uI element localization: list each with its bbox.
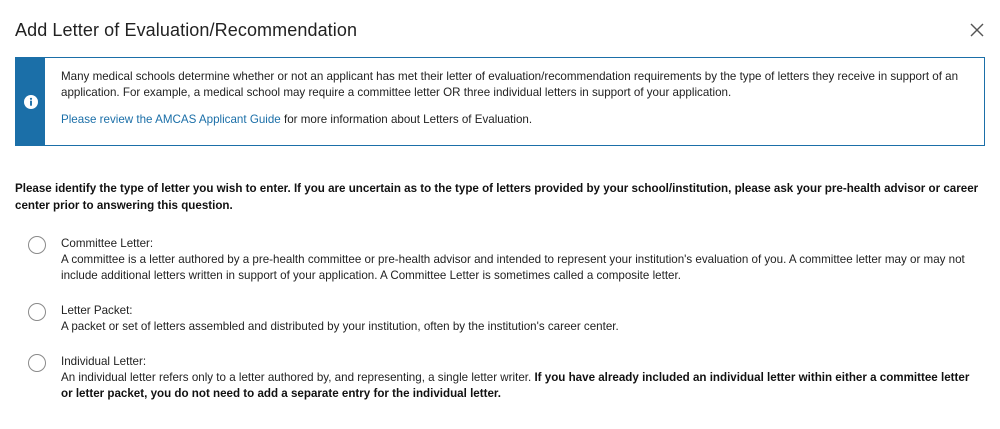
applicant-guide-link[interactable]: Please review the AMCAS Applicant Guide	[61, 113, 281, 126]
modal-title: Add Letter of Evaluation/Recommendation	[15, 20, 358, 40]
close-button[interactable]	[965, 18, 989, 42]
option-description-text: An individual letter refers only to a letter authored by, and representing, a single letter writer.	[61, 371, 535, 384]
option-text	[61, 236, 983, 284]
option-description: A packet or set of letters assembled and distributed by your institution, often by the institution's career center.	[61, 320, 619, 333]
letter-type-question: Please identify the type of letter you wish to enter. If you are uncertain as to the type of letters provided by your school/institution, please ask your pre-health advisor or career center prior to answering this question.	[15, 182, 979, 212]
info-stripe	[16, 58, 45, 145]
option-committee-letter[interactable]	[28, 236, 983, 284]
option-text	[61, 354, 983, 402]
option-individual-letter[interactable]	[28, 354, 983, 402]
option-label: Letter Packet:	[61, 304, 133, 317]
info-link-line	[61, 112, 984, 128]
close-icon	[965, 18, 989, 42]
option-label: Individual Letter:	[61, 355, 147, 368]
committee-letter-radio[interactable]	[28, 236, 46, 254]
info-body	[45, 58, 984, 145]
info-icon	[24, 95, 38, 109]
option-label: Committee Letter:	[61, 237, 154, 250]
info-paragraph: Many medical schools determine whether or not an applicant has met their letter of evaluation/recommendation requirements by the type of letters they receive in support of an application. For example, a medical school may require a committee letter OR three individual letters in support of your application.	[61, 70, 959, 99]
letter-packet-radio[interactable]	[28, 303, 46, 321]
individual-letter-radio[interactable]	[28, 354, 46, 372]
option-letter-packet[interactable]	[28, 303, 983, 335]
option-description: A committee is a letter authored by a pre-health committee or pre-health advisor and intended to represent your institution's evaluation of you. A committee letter may or may not include additional letters written in support of your application. A Committee Letter is sometimes called a composite letter.	[61, 253, 965, 282]
option-text	[61, 303, 619, 335]
option-description	[61, 370, 983, 402]
info-link-suffix: for more information about Letters of Evaluation.	[280, 113, 533, 126]
info-alert	[15, 57, 985, 146]
option-bold-note: If you have already included an individual letter within either a committee letter or letter packet, you do not need to add a separate entry for the individual letter.	[61, 371, 970, 400]
